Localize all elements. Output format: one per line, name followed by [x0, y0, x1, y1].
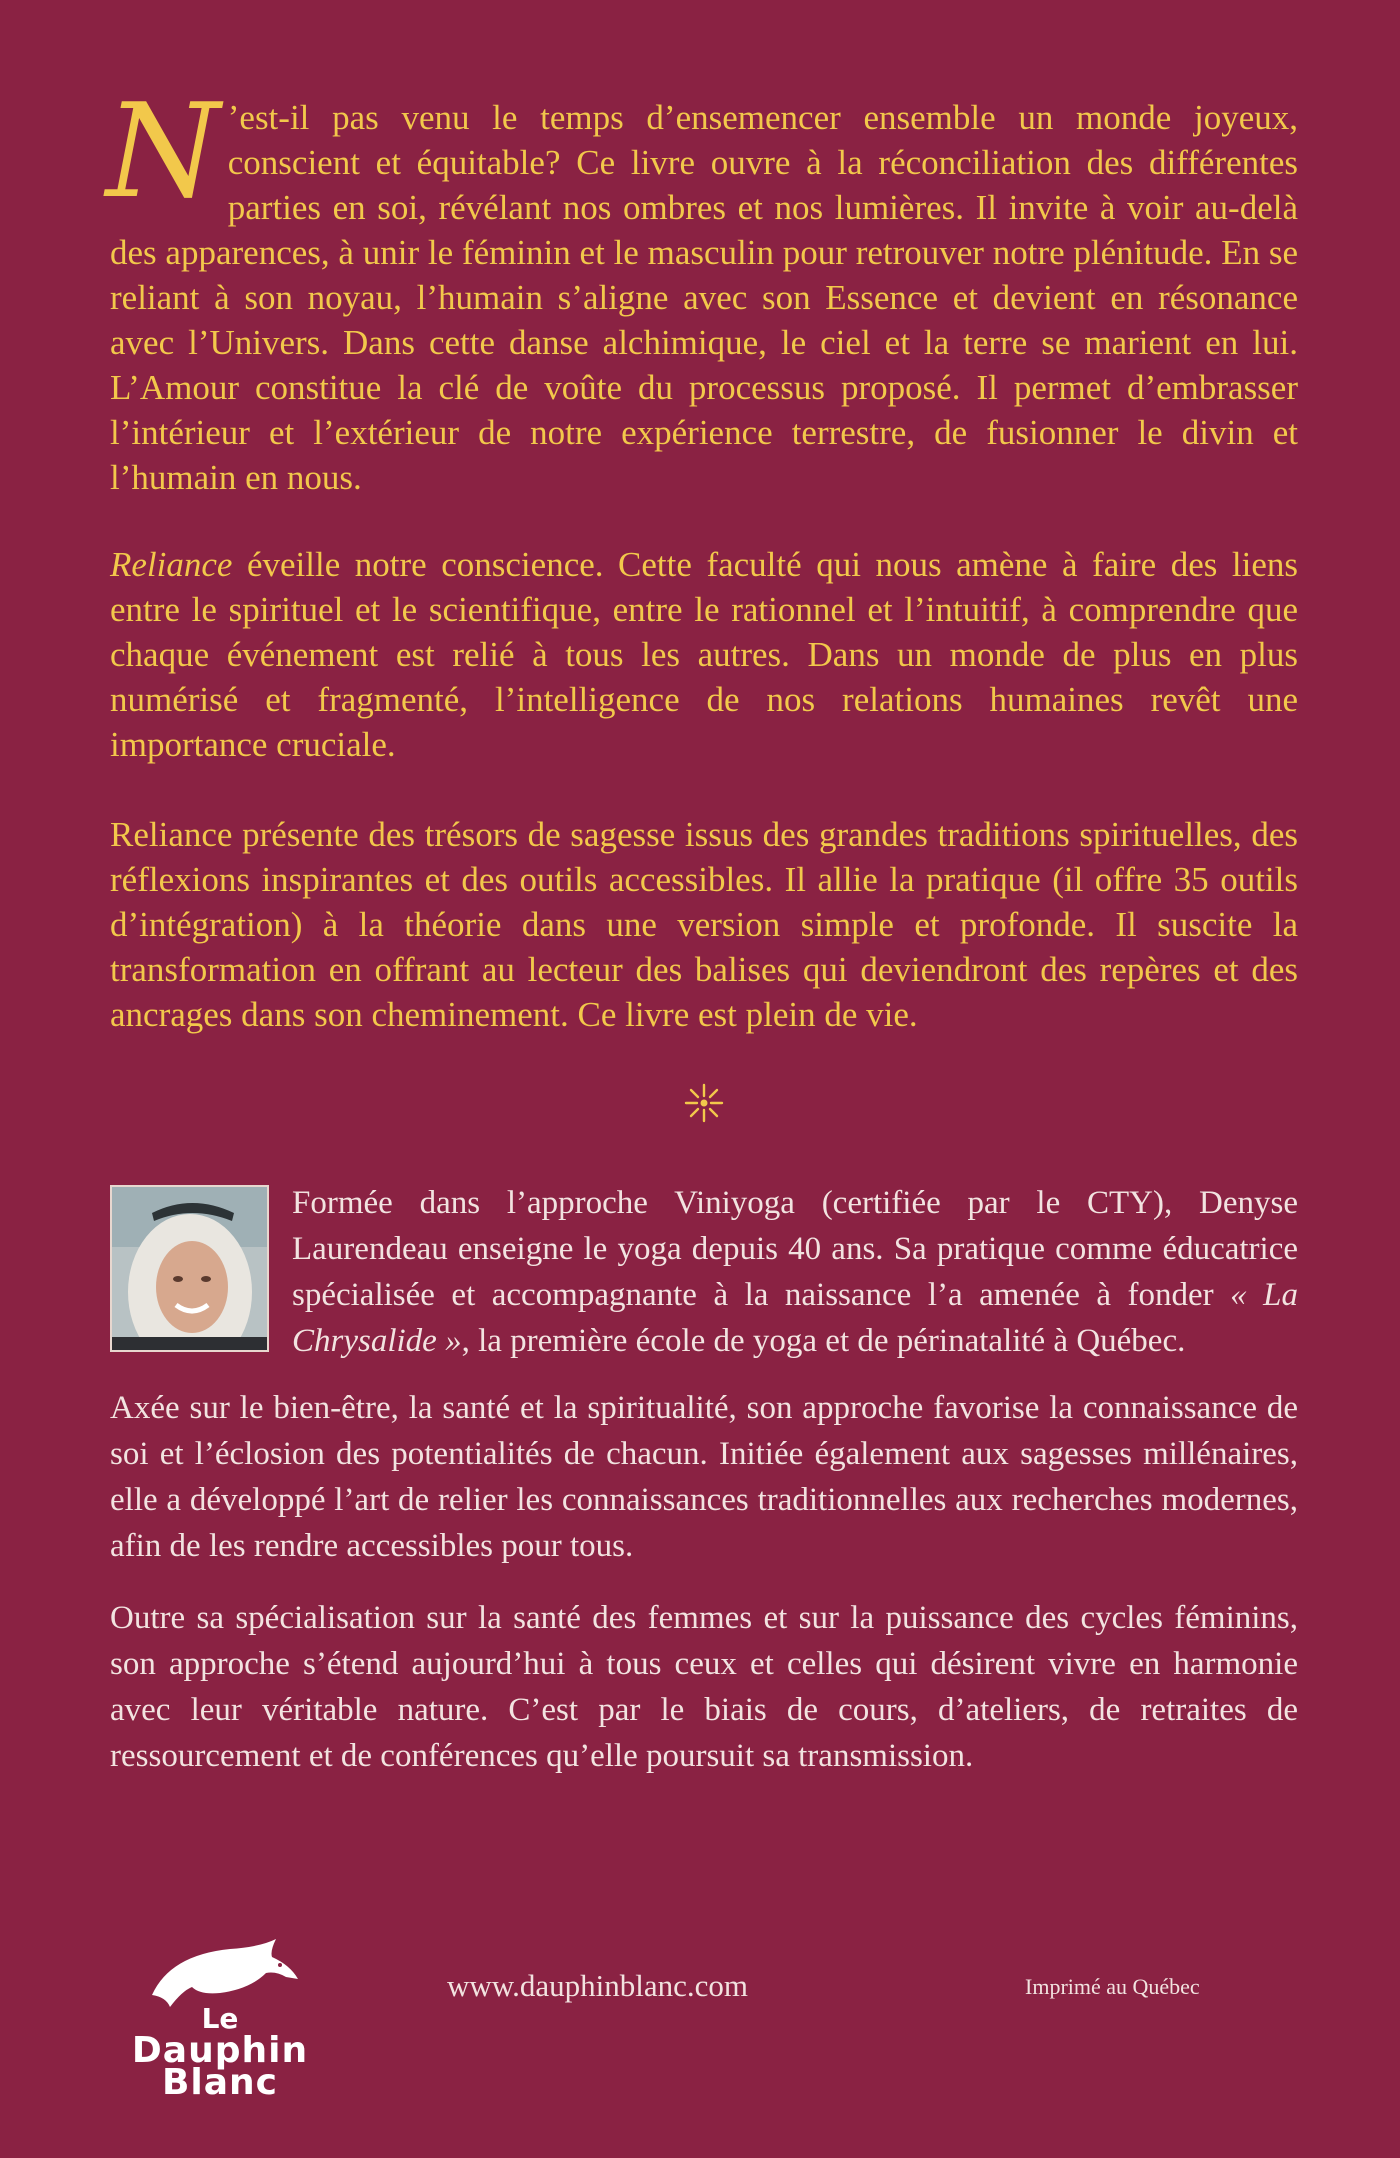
reliance-text: éveille notre conscience. Cette faculté qui nous amène à faire des liens entre le spirituel et le scientifique, entre le rationnel et l’intuitif, à comprendre que chaque événement est relié à tous les autres. Dans un monde de plus en plus numérisé et fragmenté, l’intelligence de nos relations humaines revêt une importance cruciale.: [110, 545, 1298, 764]
logo-line-le: Le: [201, 2002, 239, 2035]
bio-p2-text: Axée sur le bien-être, la santé et la spiritualité, son approche favorise la connaissance de soi et l’éclosion des potentialités de chacun. Initiée également aux sagesses millénaires, elle a développé l’art de relier les connaissances traditionnelles aux recherches modernes, afin de les rendre accessibles pour tous.: [110, 1390, 1298, 1564]
bio-p1-start: Formée dans l’approche Viniyoga (certifiée par le CTY), Denyse Laurendeau enseigne le yoga depuis 40 ans. Sa pratique comme éducatrice spécialisée et accompagnante à la naissance l’a amenée à fonder: [292, 1185, 1298, 1313]
description-paragraph: [110, 812, 1298, 1037]
bio-paragraph-1: [292, 1180, 1298, 1364]
bio-p3-text: Outre sa spécialisation sur la santé des femmes et sur la puissance des cycles féminins, son approche s’étend aujourd’hui à tous ceux et celles qui désirent vivre en harmonie avec leur véritable nature. C’est par le biais de cours, d’ateliers, de retraites de ressourcement et de conférences qu’elle poursuit sa transmission.: [110, 1600, 1298, 1774]
publisher-website-link[interactable]: www.dauphinblanc.com: [447, 1968, 749, 2003]
publisher-logo: [100, 1935, 340, 2103]
reliance-title: Reliance: [110, 545, 233, 584]
author-photo: [110, 1185, 269, 1352]
printed-in-label: Imprimé au Québec: [1025, 1974, 1200, 1999]
reliance-paragraph: [110, 542, 1298, 767]
bio-p1-end: , la première école de yoga et de périnatalité à Québec.: [461, 1323, 1186, 1359]
logo-line-dauphin: Dauphin: [131, 2030, 309, 2071]
bio-paragraph-2: [110, 1385, 1298, 1569]
intro-paragraph: [106, 75, 1298, 500]
bio-paragraph-3: [110, 1595, 1298, 1779]
intro-text: ’est-il pas venu le temps d’ensemencer ensemble un monde joyeux, conscient et équitable? Ce livre ouvre à la réconciliation des différentes parties en soi, révélant nos ombres et nos lumières. Il invite à voir au-delà des apparences, à unir le féminin et le masculin pour retrouver notre plénitude. En se reliant à son noyau, l’humain s’aligne avec son Essence et devient en résonance avec l’Univers. Dans cette danse alchimique, le ciel et la terre se marient en lui. L’Amour constitue la clé de voûte du processus proposé. Il permet d’embrasser l’intérieur et l’extérieur de notre expérience terrestre, de fusionner le divin et l’humain en nous.: [110, 98, 1298, 497]
publisher-name: [100, 2002, 340, 2103]
description-text: Reliance présente des trésors de sagesse issus des grandes traditions spirituelles, des réflexions inspirantes et des outils accessibles. Il allie la pratique (il offre 35 outils d’intégration) à la théorie dans une version simple et profonde. Il suscite la transformation en offrant au lecteur des balises qui deviendront des repères et des ancrages dans son cheminement. Ce livre est plein de vie.: [110, 815, 1298, 1034]
bio-school-name: « La Chrysalide »: [292, 1277, 1298, 1359]
logo-line-blanc: Blanc: [161, 2062, 279, 2103]
asterisk-ornament-icon: [683, 1082, 725, 1124]
dropcap-letter: N: [106, 75, 220, 227]
